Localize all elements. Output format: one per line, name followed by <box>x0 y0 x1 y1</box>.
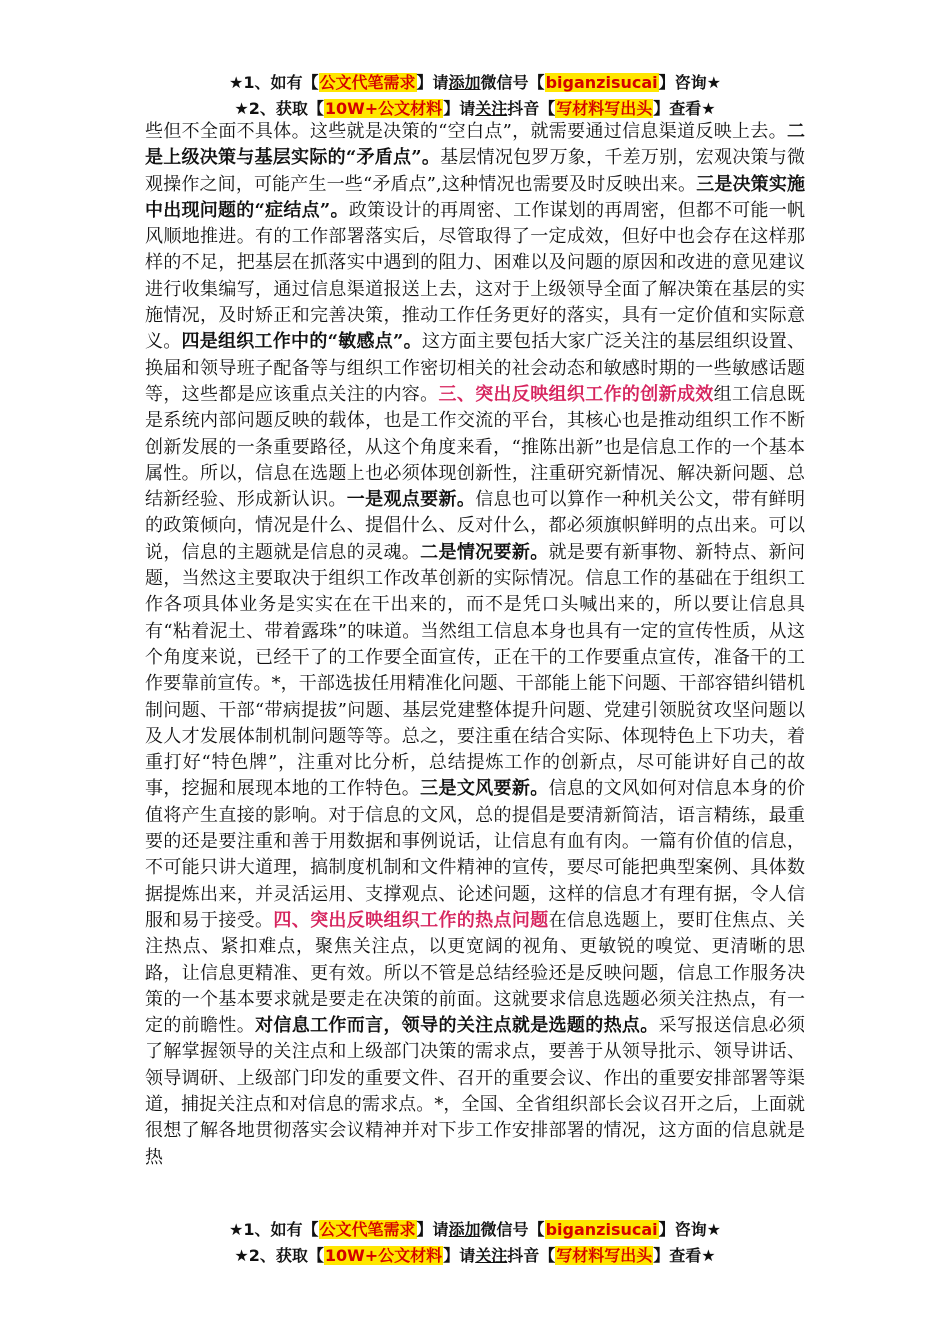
section-heading: 三、突出反映组织工作的创新成效 <box>438 383 714 405</box>
banner-highlight: 写材料写出头 <box>556 99 653 118</box>
body-text: 政策设计的再周密、工作谋划的再周密，但都不可能一帆风顺地推进。有的工作部署落实后，尽管取得了一定成效，但好中也会存在这样那样的不足，把基层在抓落实中遇到的阻力、困难以及问题的原因和改进的意见建议进行收集编写，通过信息渠道报送上去，这对于上级领导全面了解决策在基层的实施情况，及时矫正和完善决策，推动工作任务更好的落实，具有一定价值和实际意义。 <box>145 199 805 353</box>
header-banner <box>0 70 950 122</box>
banner-text: 】查看★ <box>653 99 716 118</box>
banner-text: 】查看★ <box>653 1246 716 1265</box>
banner-text: 】咨询★ <box>658 73 721 92</box>
banner-highlight: 10W+公文材料 <box>324 99 443 118</box>
body-text: 组工信息既是系统内部问题反映的载体，也是工作交流的平台，其核心也是推动组织工作不断创新发展的一条重要路径，从这个角度来看，“推陈出新”也是信息工作的一个基本属性。所以，信息在选题上也必须体现创新性，注重研究新情况、解决新问题、总结新经验、形成新认识。 <box>145 383 806 511</box>
banner-line-2 <box>0 1243 950 1269</box>
banner-text: 】咨询★ <box>658 1220 721 1239</box>
banner-text: 抖音【 <box>507 1246 556 1265</box>
banner-text: 抖音【 <box>507 99 556 118</box>
bold-point: 四是组织工作中的“敏感点”。 <box>181 331 422 353</box>
bold-point: 二是上级决策与基层实际的“矛盾点”。 <box>145 121 805 169</box>
body-text: 就是要有新事物、新特点、新问题，当然这主要取决于组织工作改革创新的实际情况。信息工作的基础在于组织工作各项具体业务是实实在在干出来的，而不是凭口头喊出来的，所以要让信息具有“粘着泥土、带着露珠”的味道。当然组工信息本身也具有一定的宣传性质，从这个角度来说，已经干了的工作要全面宣传，正在干的工作要重点宣传，准备干的工作要靠前宣传。*，干部选拔任用精准化问题、干部能上能下问题、干部容错纠错机制问题、干部“带病提拔”问题、基层党建整体提升问题、党建引领脱贫攻坚问题以及人才发展体制机制问题等等。总之，要注重在结合实际、体现特色上下功夫，着重打好“特色牌”，注重对比分析，总结提炼工作的创新点，尽可能讲好自己的故事，挖掘和展现本地的工作特色。 <box>145 541 806 800</box>
body-text: 这方面主要包括大家广泛关注的基层组织设置、换届和领导班子配备等与组织工作密切相关的社会动态和敏感时期的一些敏感话题等，这些都是应该重点关注的内容。 <box>145 331 805 405</box>
document-body <box>145 119 805 1171</box>
bold-point: 二是情况要新。 <box>420 541 549 563</box>
banner-highlight: biganzisucai <box>545 73 658 92</box>
banner-underline: 关注 <box>475 1246 508 1265</box>
banner-underline: 添加 <box>448 73 481 92</box>
banner-line-1 <box>0 70 950 96</box>
banner-text: 】请 <box>416 1220 449 1239</box>
banner-highlight: 写材料写出头 <box>556 1246 653 1265</box>
body-text: 信息的文风如何对信息本身的价值将产生直接的影响。对于信息的文风，总的提倡是要清新简洁，语言精练，最重要的还是要注重和善于用数据和事例说话，让信息有血有肉。一篇有价值的信息，不可能只讲大道理，搞制度机制和文件精神的宣传，要尽可能把典型案例、具体数据提炼出来，并灵活运用、支撑观点、论述问题，这样的信息才有理有据，令人信服和易于接受。 <box>145 778 806 931</box>
banner-text: ★2、获取【 <box>234 1246 324 1265</box>
banner-text: ★1、如有【 <box>229 1220 319 1239</box>
banner-text: ★1、如有【 <box>229 73 319 92</box>
banner-underline: 关注 <box>475 99 508 118</box>
footer-banner <box>0 1217 950 1269</box>
banner-text: 】请 <box>443 99 476 118</box>
body-text: 采写报送信息必须了解掌握领导的关注点和上级部门决策的需求点，要善于从领导批示、领导讲话、领导调研、上级部门印发的重要文件、召开的重要会议、作出的重要安排部署等渠道，捕捉关注点和对信息的需求点。*，全国、全省组织部长会议召开之后，上面就很想了解各地贯彻落实会议精神并对下步工作安排部署的情况，这方面的信息就是热 <box>145 1015 806 1168</box>
section-heading: 四、突出反映组织工作的热点问题 <box>273 909 549 931</box>
banner-text: 】请 <box>443 1246 476 1265</box>
banner-highlight: 10W+公文材料 <box>324 1246 443 1265</box>
body-text: 信息也可以算作一种机关公文，带有鲜明的政策倾向，情况是什么、提倡什么、反对什么，都必须旗帜鲜明的点出来。可以说，信息的主题就是信息的灵魂。 <box>145 489 806 563</box>
body-text: 在信息选题上，要盯住焦点、关注热点、紧扣难点，聚焦关注点，以更宽阔的视角、更敏锐的嗅觉、更清晰的思路，让信息更精准、更有效。所以不管是总结经验还是反映问题，信息工作服务决策的一个基本要求就是要走在决策的前面。这就要求信息选题必须关注热点，有一定的前瞻性。 <box>145 909 806 1037</box>
bold-point: 三是文风要新。 <box>420 778 549 800</box>
banner-highlight: biganzisucai <box>545 1220 658 1239</box>
banner-highlight: 公文代笔需求 <box>319 73 416 92</box>
banner-highlight: 公文代笔需求 <box>319 1220 416 1239</box>
bold-point: 对信息工作而言，领导的关注点就是选题的热点。 <box>255 1015 659 1037</box>
body-text: 基层情况包罗万象，千差万别，宏观决策与微观操作之间，可能产生一些“矛盾点”,这种情况也需要及时反映出来。 <box>145 147 805 195</box>
banner-underline: 添加 <box>448 1220 481 1239</box>
banner-text: 微信号【 <box>480 1220 545 1239</box>
banner-line-1 <box>0 1217 950 1243</box>
banner-text: 微信号【 <box>480 73 545 92</box>
bold-point: 一是观点要新。 <box>346 489 476 511</box>
banner-text: 】请 <box>416 73 449 92</box>
body-text: 些但不全面不具体。这些就是决策的“空白点”，就需要通过信息渠道反映上去。 <box>145 121 787 142</box>
banner-text: ★2、获取【 <box>234 99 324 118</box>
bold-point: 三是决策实施中出现问题的“症结点”。 <box>145 173 806 221</box>
